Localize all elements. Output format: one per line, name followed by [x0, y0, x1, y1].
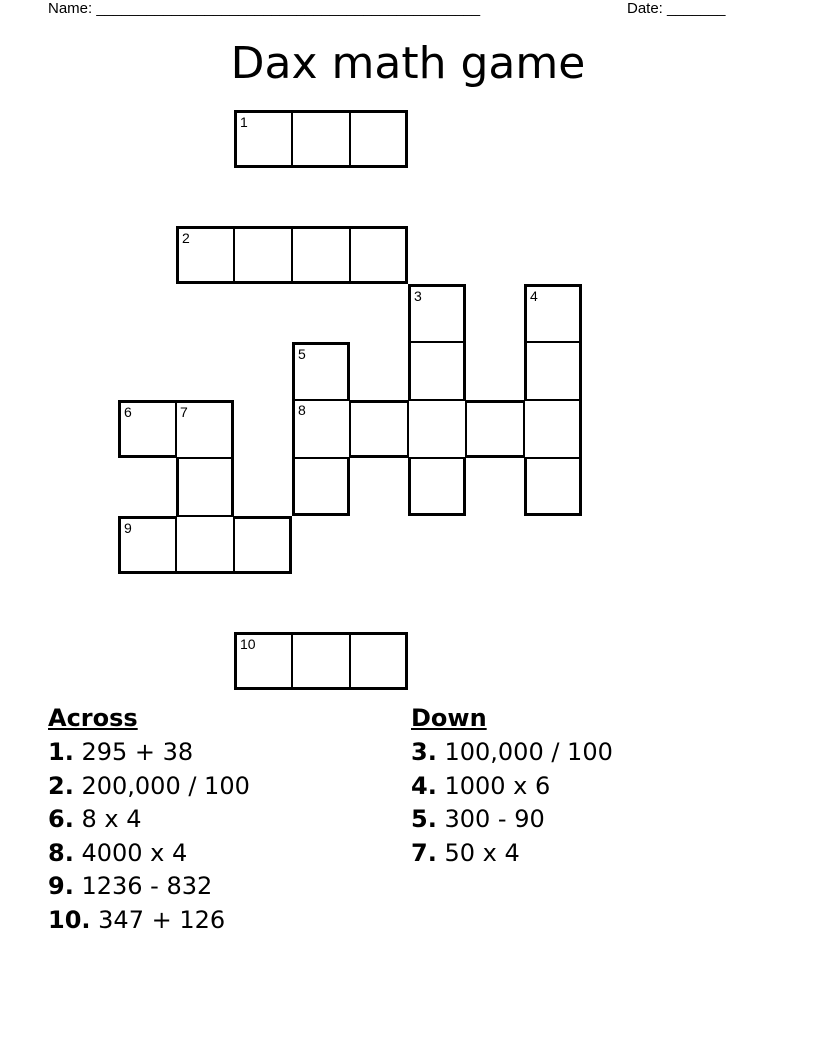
cell-number: 4 [530, 288, 538, 304]
crossword-cell[interactable] [176, 400, 234, 458]
crossword-cell[interactable] [524, 284, 582, 342]
clue-text: 4000 x 4 [81, 838, 188, 867]
clue-text: 50 x 4 [444, 838, 520, 867]
clue-number: 9. [48, 872, 74, 900]
crossword-cell[interactable] [292, 632, 350, 690]
clue-text: 1000 x 6 [444, 771, 551, 800]
cell-number: 1 [240, 114, 248, 130]
clue-text: 1236 - 832 [81, 872, 213, 900]
across-clue [48, 904, 388, 938]
crossword-cell[interactable] [292, 110, 350, 168]
crossword-cell[interactable] [408, 342, 466, 400]
across-clue [48, 803, 388, 837]
crossword-cell[interactable] [408, 400, 466, 458]
crossword-cell[interactable] [118, 400, 176, 458]
crossword-cell[interactable] [524, 400, 582, 458]
clue-text: 200,000 / 100 [81, 771, 250, 800]
clue-number: 3. [411, 738, 437, 766]
clue-number: 2. [48, 771, 74, 800]
down-clue [411, 837, 771, 871]
crossword-cell[interactable] [524, 342, 582, 400]
crossword-cell[interactable] [350, 400, 408, 458]
clue-number: 4. [411, 771, 437, 800]
crossword-cell[interactable] [234, 632, 292, 690]
cell-number: 5 [298, 346, 306, 362]
across-clue [48, 870, 388, 904]
crossword-cell[interactable] [350, 110, 408, 168]
crossword-cell[interactable] [234, 110, 292, 168]
crossword-cell[interactable] [350, 632, 408, 690]
clue-text: 347 + 126 [98, 905, 226, 934]
crossword-cell[interactable] [234, 226, 292, 284]
cell-number: 3 [414, 288, 422, 304]
down-heading: Down [411, 704, 487, 732]
crossword-cell[interactable] [292, 400, 350, 458]
crossword-cell[interactable] [234, 516, 292, 574]
clue-number: 8. [48, 838, 74, 867]
clue-text: 8 x 4 [81, 805, 142, 833]
crossword-cell[interactable] [292, 226, 350, 284]
clue-number: 10. [48, 905, 91, 934]
crossword-cell[interactable] [466, 400, 524, 458]
clue-number: 5. [411, 805, 437, 833]
crossword-cell[interactable] [118, 516, 176, 574]
across-clues [48, 703, 388, 937]
crossword-cell[interactable] [408, 284, 466, 342]
cell-number: 8 [298, 402, 306, 418]
crossword-cell[interactable] [292, 342, 350, 400]
crossword-cell[interactable] [176, 226, 234, 284]
clue-number: 6. [48, 805, 74, 833]
across-clue [48, 837, 388, 871]
down-clue [411, 770, 771, 804]
clue-number: 7. [411, 838, 437, 867]
crossword-cell[interactable] [176, 516, 234, 574]
cell-number: 9 [124, 520, 132, 536]
down-clues [411, 703, 771, 870]
name-field[interactable]: Name: ______________________________________________ [48, 0, 481, 17]
clue-text: 100,000 / 100 [444, 738, 613, 766]
crossword-cell[interactable] [408, 458, 466, 516]
cell-number: 2 [182, 230, 190, 246]
crossword-cell[interactable] [176, 458, 234, 516]
across-clue [48, 736, 388, 770]
cell-number: 7 [180, 404, 188, 420]
cell-number: 10 [240, 636, 256, 652]
across-clue [48, 770, 388, 804]
clue-number: 1. [48, 738, 74, 766]
date-field[interactable]: Date: _______ [627, 0, 726, 17]
across-heading: Across [48, 704, 138, 732]
crossword-cell[interactable] [524, 458, 582, 516]
crossword-cell[interactable] [350, 226, 408, 284]
clue-text: 295 + 38 [81, 738, 194, 766]
down-clue [411, 803, 771, 837]
crossword-cell[interactable] [292, 458, 350, 516]
down-clue [411, 736, 771, 770]
cell-number: 6 [124, 404, 132, 420]
clue-text: 300 - 90 [444, 805, 545, 833]
page-title: Dax math game [230, 38, 586, 89]
